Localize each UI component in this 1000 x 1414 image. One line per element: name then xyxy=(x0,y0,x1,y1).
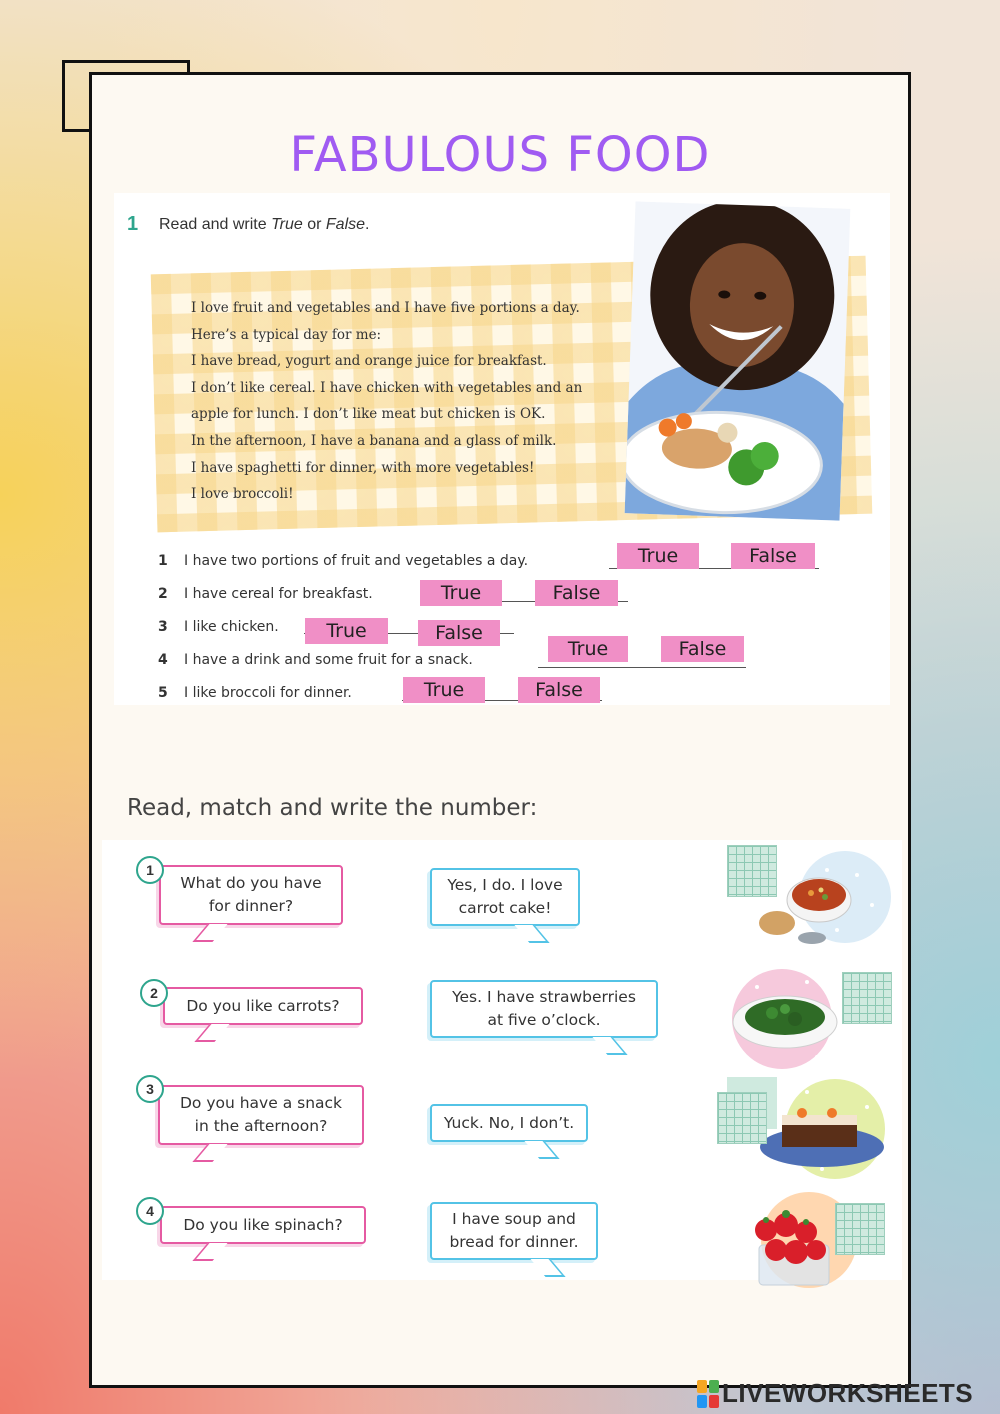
false-button[interactable]: False xyxy=(661,636,744,662)
true-button[interactable]: True xyxy=(305,618,388,644)
worksheet-page xyxy=(89,72,911,1388)
question-row-4 xyxy=(158,645,473,675)
answer-box-4[interactable] xyxy=(835,1203,885,1255)
bubble-line: bread for dinner. xyxy=(449,1233,579,1251)
false-button[interactable]: False xyxy=(418,620,500,646)
bubble-line: in the afternoon? xyxy=(194,1117,328,1135)
exercise-2-panel xyxy=(102,840,902,1280)
question-number: 3 xyxy=(158,619,168,635)
false-button[interactable]: False xyxy=(535,580,618,606)
bubble-line: Do you like carrots? xyxy=(186,996,340,1015)
story-line: apple for lunch. I don’t like meat but chicken is OK. xyxy=(191,406,546,423)
question-number-badge: 3 xyxy=(136,1075,164,1103)
bubble-line: Yes, I do. I love xyxy=(447,876,563,894)
question-number: 2 xyxy=(158,586,168,602)
question-number: 1 xyxy=(158,553,168,569)
false-button[interactable]: False xyxy=(731,543,815,569)
false-button[interactable]: False xyxy=(518,677,600,703)
question-row-3 xyxy=(158,612,279,642)
instruction-false: False xyxy=(325,216,366,233)
exercise-1-panel xyxy=(114,193,890,705)
exercise-number: 1 xyxy=(127,213,139,235)
logo-icon xyxy=(697,1380,719,1408)
answer-box-1[interactable] xyxy=(727,845,777,897)
bubble-tail xyxy=(592,1037,627,1055)
question-bubble-4 xyxy=(160,1206,366,1244)
bubble-line: at five o’clock. xyxy=(487,1011,601,1029)
true-button[interactable]: True xyxy=(617,543,699,569)
question-bubble-3 xyxy=(158,1085,364,1145)
true-button[interactable]: True xyxy=(420,580,502,606)
question-bubble-2 xyxy=(163,987,363,1025)
question-text: I have two portions of fruit and vegetables a day. xyxy=(184,553,529,569)
bubble-tail xyxy=(192,924,227,942)
question-number-badge: 2 xyxy=(140,979,168,1007)
answer-box-2[interactable] xyxy=(842,972,892,1024)
answer-bubble-4 xyxy=(430,1202,598,1260)
answer-box-3[interactable] xyxy=(717,1092,767,1144)
bubble-tail xyxy=(514,925,549,943)
story-line: I love broccoli! xyxy=(191,486,294,503)
bubble-tail xyxy=(192,1243,227,1261)
question-number: 5 xyxy=(158,685,168,701)
question-text: I have a drink and some fruit for a snack. xyxy=(184,652,473,668)
question-bubble-1 xyxy=(159,865,343,925)
bubble-tail xyxy=(192,1144,227,1162)
story-line: I don’t like cereal. I have chicken with vegetables and an xyxy=(191,379,583,396)
answer-bubble-2 xyxy=(430,980,658,1038)
bubble-line: Do you have a snack xyxy=(179,1094,343,1112)
question-number: 4 xyxy=(158,652,168,668)
question-text: I have cereal for breakfast. xyxy=(184,586,373,602)
bubble-line: for dinner? xyxy=(208,897,294,915)
bubble-tail xyxy=(524,1141,559,1159)
bubble-line: Yes. I have strawberries xyxy=(452,988,636,1006)
question-row-5 xyxy=(158,678,352,708)
question-number-badge: 1 xyxy=(136,856,164,884)
true-button[interactable]: True xyxy=(403,677,485,703)
reading-text xyxy=(191,295,631,508)
logo-text: LIVEWORKSHEETS xyxy=(722,1378,974,1408)
bubble-line: I have soup and xyxy=(452,1210,576,1228)
question-row-1 xyxy=(158,546,528,576)
bubble-line: Do you like spinach? xyxy=(183,1215,343,1234)
question-number-badge: 4 xyxy=(136,1197,164,1225)
exercise-instruction xyxy=(159,216,369,234)
bubble-line: carrot cake! xyxy=(458,899,552,917)
instruction-true: True xyxy=(271,216,303,233)
true-button[interactable]: True xyxy=(548,636,628,662)
liveworksheets-logo xyxy=(697,1378,973,1409)
question-text: I like broccoli for dinner. xyxy=(184,685,352,701)
page-title: FABULOUS FOOD xyxy=(289,127,711,183)
instruction-end: . xyxy=(365,216,370,233)
girl-illustration xyxy=(625,201,851,520)
answer-line xyxy=(538,667,746,668)
exercise-2-instruction: Read, match and write the number: xyxy=(127,795,538,821)
answer-bubble-1 xyxy=(430,868,580,926)
story-line: In the afternoon, I have a banana and a glass of milk. xyxy=(191,432,557,449)
story-line: I love fruit and vegetables and I have five portions a day. xyxy=(191,300,580,316)
bubble-line: What do you have xyxy=(180,874,322,892)
bubble-tail xyxy=(194,1024,229,1042)
story-line: I have bread, yogurt and orange juice for breakfast. xyxy=(191,353,547,370)
question-row-2 xyxy=(158,579,373,609)
answer-bubble-3 xyxy=(430,1104,588,1142)
girl-eating-photo xyxy=(625,201,851,520)
bubble-line: Yuck. No, I don’t. xyxy=(443,1113,575,1132)
story-line: Here’s a typical day for me: xyxy=(191,326,382,343)
question-text: I like chicken. xyxy=(184,619,279,635)
instruction-or: or xyxy=(302,216,326,233)
bubble-tail xyxy=(530,1259,565,1277)
story-line: I have spaghetti for dinner, with more vegetables! xyxy=(191,459,535,476)
instruction-text: Read and write xyxy=(159,216,272,233)
